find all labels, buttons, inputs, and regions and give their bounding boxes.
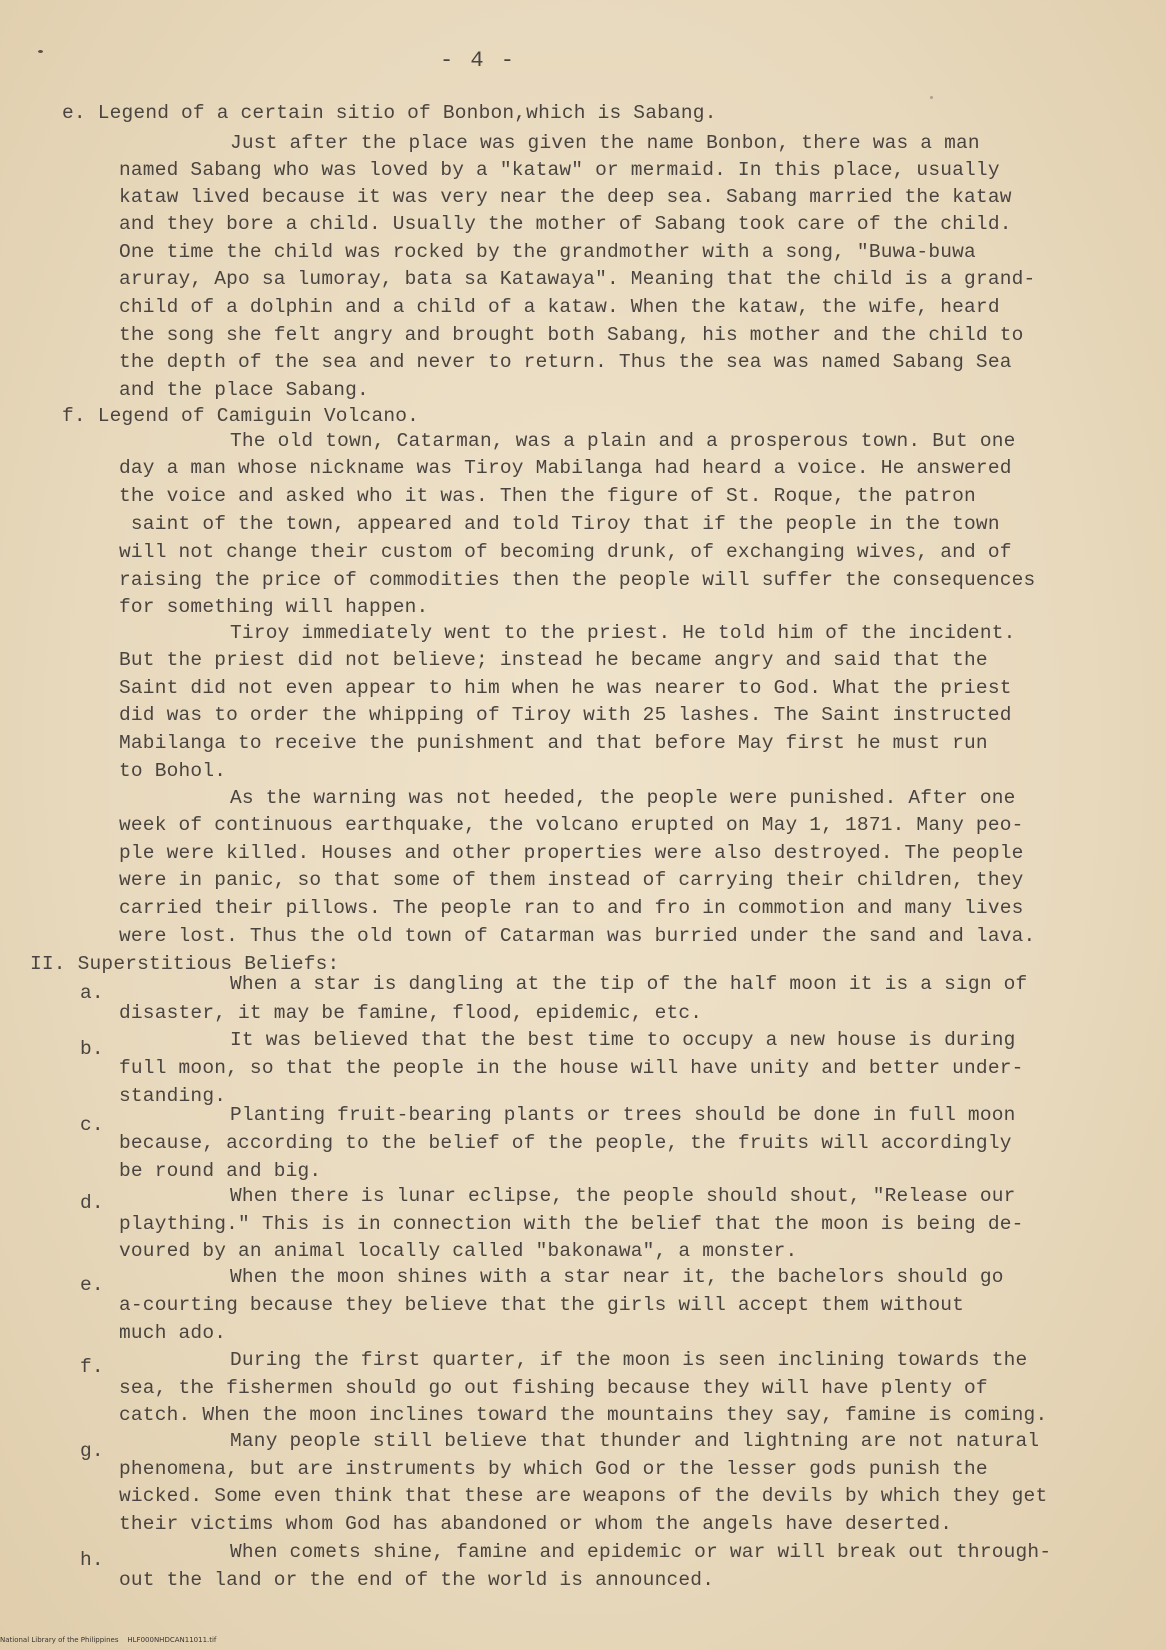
- text-line: disaster, it may be famine, flood, epidemic, etc.: [119, 1002, 703, 1024]
- text-line: Tiroy immediately went to the priest. He told him of the incident.: [230, 622, 1016, 644]
- text-line: a.: [80, 982, 104, 1004]
- text-line: saint of the town, appeared and told Tiroy that if the people in the town: [119, 513, 1000, 535]
- text-line: f. Legend of Camiguin Volcano.: [62, 405, 420, 427]
- text-line: Many people still believe that thunder and lightning are not natural: [230, 1430, 1040, 1452]
- text-line: standing.: [119, 1085, 227, 1107]
- text-line: raising the price of commodities then the people will suffer the consequences: [119, 569, 1036, 591]
- page-number: - 4 -: [440, 48, 517, 73]
- text-line: But the priest did not believe; instead he became angry and said that the: [119, 649, 988, 671]
- text-line: out the land or the end of the world is announced.: [119, 1569, 715, 1591]
- text-line: II. Superstitious Beliefs:: [30, 953, 340, 975]
- text-line: kataw lived because it was very near the deep sea. Sabang married the kataw: [119, 186, 1012, 208]
- text-line: sea, the fishermen should go out fishing because they will have plenty of: [119, 1377, 988, 1399]
- text-line: Saint did not even appear to him when he was nearer to God. What the priest: [119, 677, 1012, 699]
- text-line: phenomena, but are instruments by which God or the lesser gods punish the: [119, 1458, 988, 1480]
- text-line: c.: [80, 1114, 104, 1136]
- text-line: for something will happen.: [119, 596, 429, 618]
- text-line: named Sabang who was loved by a "kataw" or mermaid. In this place, usually: [119, 159, 1000, 181]
- text-line: full moon, so that the people in the house will have unity and better under-: [119, 1057, 1024, 1079]
- text-line: Mabilanga to receive the punishment and that before May first he must run: [119, 732, 988, 754]
- text-line: The old town, Catarman, was a plain and a prosperous town. But one: [230, 430, 1016, 452]
- text-line: and they bore a child. Usually the mother of Sabang took care of the child.: [119, 213, 1012, 235]
- ink-speck: [930, 96, 933, 99]
- text-line: When comets shine, famine and epidemic or war will break out through-: [230, 1541, 1052, 1563]
- text-line: e.: [80, 1274, 104, 1296]
- text-line: voured by an animal locally called "bakonawa", a monster.: [119, 1240, 798, 1262]
- text-line: much ado.: [119, 1322, 227, 1344]
- text-line: be round and big.: [119, 1160, 322, 1182]
- text-line: were lost. Thus the old town of Catarman was burried under the sand and lava.: [119, 925, 1036, 947]
- ink-speck: [38, 50, 43, 53]
- text-line: h.: [80, 1549, 104, 1571]
- text-line: did was to order the whipping of Tiroy with 25 lashes. The Saint instructed: [119, 704, 1012, 726]
- text-line: because, according to the belief of the people, the fruits will accordingly: [119, 1132, 1012, 1154]
- text-line: When the moon shines with a star near it, the bachelors should go: [230, 1266, 1004, 1288]
- text-line: and the place Sabang.: [119, 379, 369, 401]
- text-line: b.: [80, 1038, 104, 1060]
- text-line: their victims whom God has abandoned or whom the angels have deserted.: [119, 1513, 953, 1535]
- text-line: wicked. Some even think that these are weapons of the devils by which they get: [119, 1485, 1048, 1507]
- text-line: the song she felt angry and brought both Sabang, his mother and the child to: [119, 324, 1024, 346]
- text-line: to Bohol.: [119, 760, 227, 782]
- text-line: a-courting because they believe that the girls will accept them without: [119, 1294, 965, 1316]
- text-line: As the warning was not heeded, the people were punished. After one: [230, 787, 1016, 809]
- text-line: were in panic, so that some of them instead of carrying their children, they: [119, 869, 1024, 891]
- text-line: f.: [80, 1356, 104, 1378]
- text-line: ple were killed. Houses and other properties were also destroyed. The people: [119, 842, 1024, 864]
- text-line: It was believed that the best time to occupy a new house is during: [230, 1029, 1016, 1051]
- text-line: catch. When the moon inclines toward the mountains they say, famine is coming.: [119, 1404, 1048, 1426]
- text-line: One time the child was rocked by the grandmother with a song, "Buwa-buwa: [119, 241, 976, 263]
- text-line: day a man whose nickname was Tiroy Mabilanga had heard a voice. He answered: [119, 457, 1012, 479]
- text-line: the voice and asked who it was. Then the figure of St. Roque, the patron: [119, 485, 976, 507]
- text-line: child of a dolphin and a child of a kataw. When the kataw, the wife, heard: [119, 296, 1000, 318]
- text-line: When a star is dangling at the tip of the half moon it is a sign of: [230, 973, 1028, 995]
- text-line: d.: [80, 1192, 104, 1214]
- text-line: Planting fruit-bearing plants or trees should be done in full moon: [230, 1104, 1016, 1126]
- text-line: carried their pillows. The people ran to and fro in commotion and many lives: [119, 897, 1024, 919]
- text-line: When there is lunar eclipse, the people should shout, "Release our: [230, 1185, 1016, 1207]
- text-line: During the first quarter, if the moon is seen inclining towards the: [230, 1349, 1028, 1371]
- text-line: aruray, Apo sa lumoray, bata sa Katawaya". Meaning that the child is a grand-: [119, 268, 1036, 290]
- text-line: week of continuous earthquake, the volcano erupted on May 1, 1871. Many peo-: [119, 814, 1024, 836]
- text-line: g.: [80, 1440, 104, 1462]
- text-line: will not change their custom of becoming drunk, of exchanging wives, and of: [119, 541, 1012, 563]
- text-line: Just after the place was given the name Bonbon, there was a man: [230, 132, 980, 154]
- text-line: plaything." This is in connection with the belief that the moon is being de-: [119, 1213, 1024, 1235]
- text-line: the depth of the sea and never to return. Thus the sea was named Sabang Sea: [119, 351, 1012, 373]
- archive-footer: National Library of the Philippines HLF000NHDCAN11011.tif: [0, 1636, 217, 1644]
- text-line: e. Legend of a certain sitio of Bonbon,which is Sabang.: [62, 102, 717, 124]
